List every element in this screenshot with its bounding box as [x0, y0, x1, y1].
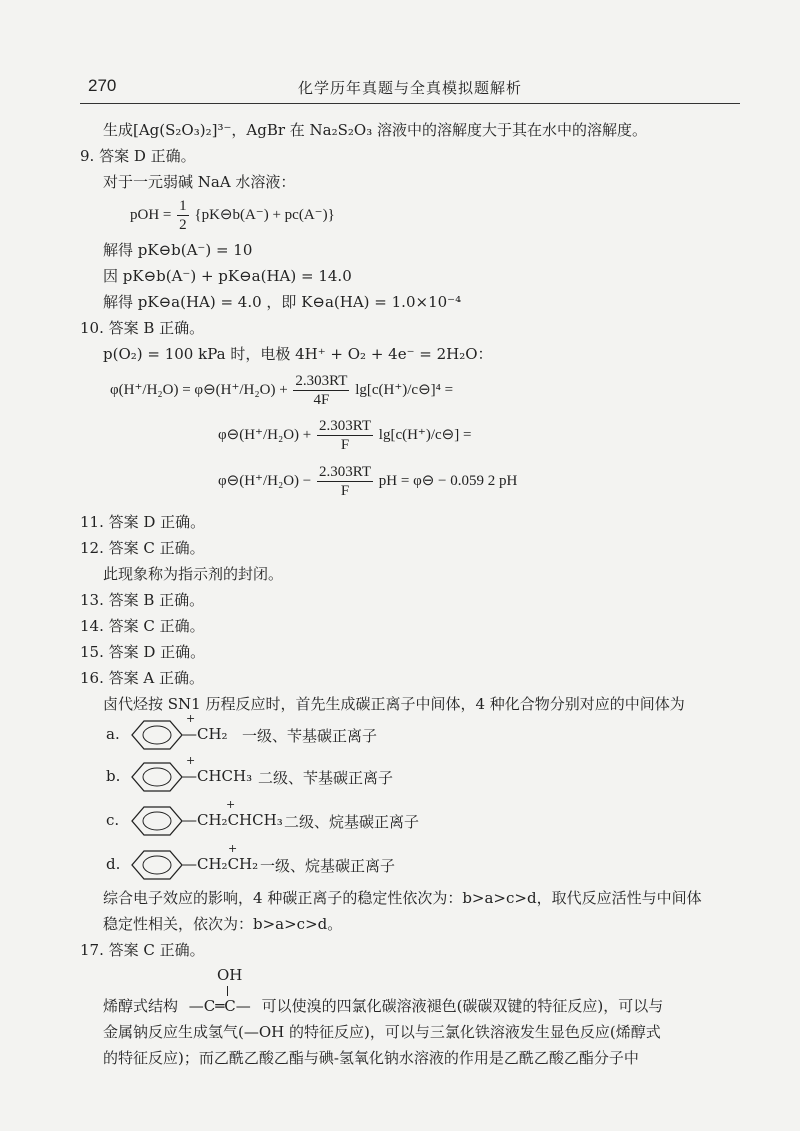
benzene-ring-icon: [130, 757, 190, 797]
text-line: 因 pK⊖b(A⁻) + pK⊖a(HA) = 14.0: [103, 267, 352, 285]
eq-text: lg[c(H⁺)/c⊖]⁴ =: [355, 381, 454, 398]
carbocation-d: [106, 842, 706, 880]
hydroxyl-label: OH: [217, 966, 243, 984]
eq-text: lg[c(H⁺)/c⊖] =: [378, 426, 472, 443]
text-line: 解得 pK⊖b(A⁻) = 10: [103, 241, 253, 259]
eq-text: pOH =: [130, 206, 176, 223]
eq-text: φ⊖(H⁺/H₂O) −: [218, 472, 312, 489]
enol-prefix: 烯醇式结构: [103, 997, 179, 1015]
fraction-numerator: 2.303RT: [295, 373, 348, 389]
eq-text: {pK⊖b(A⁻) + pc(A⁻)}: [194, 206, 335, 223]
bond-line: [227, 986, 228, 996]
enol-suffix: 可以使溴的四氯化碳溶液褪色(碳碳双键的特征反应)，可以与: [261, 997, 664, 1015]
benzene-ring-icon: [130, 845, 190, 885]
equation-nernst-2: [218, 417, 471, 454]
header-rule: [80, 103, 740, 104]
text-line: 金属钠反应生成氢气(—OH 的特征反应)，可以与三氯化铁溶液发生显色反应(烯醇式: [103, 1023, 661, 1041]
answer-14: 14. 答案 C 正确。: [80, 617, 205, 635]
fraction: [177, 197, 189, 234]
answer-15: 15. 答案 D 正确。: [80, 643, 206, 661]
fraction-denominator: F: [340, 437, 350, 453]
text-line: p(O₂) = 100 kPa 时，电极 4H⁺ + O₂ + 4e⁻ = 2H₂O：: [103, 345, 493, 363]
text-line: 解得 pK⊖a(HA) = 4.0 ，即 K⊖a(HA) = 1.0×10⁻⁴: [103, 293, 462, 311]
equation-poh: [130, 197, 335, 234]
eq-text: φ(H⁺/H₂O) = φ⊖(H⁺/H₂O) +: [110, 381, 288, 398]
answer-13: 13. 答案 B 正确。: [80, 591, 205, 609]
carbocation-b: [106, 754, 706, 792]
formula: —CH₂CH₂: [182, 855, 259, 873]
eq-text: pH = φ⊖ − 0.059 2 pH: [378, 472, 518, 489]
fraction-numerator: 1: [179, 198, 187, 214]
eq-text: φ⊖(H⁺/H₂O) +: [218, 426, 312, 443]
text-line: 稳定性相关，依次为：b>a>c>d。: [103, 915, 343, 933]
text-line: 对于一元弱碱 NaA 水溶液：: [103, 173, 296, 191]
answer-10: 10. 答案 B 正确。: [80, 319, 205, 337]
positive-charge-icon: +: [228, 842, 238, 855]
positive-charge-icon: +: [226, 798, 236, 811]
fraction-numerator: 2.303RT: [319, 464, 372, 480]
answer-16: 16. 答案 A 正确。: [80, 669, 204, 687]
fraction: [317, 417, 373, 454]
positive-charge-icon: +: [186, 754, 196, 767]
answer-17: 17. 答案 C 正确。: [80, 941, 205, 959]
benzene-ring-icon: [130, 801, 190, 841]
formula: —CH₂CHCH₃: [182, 811, 283, 829]
page-header: [80, 72, 740, 102]
equation-nernst-3: [218, 463, 517, 500]
item-label: d.: [106, 855, 121, 873]
text-line: [103, 996, 663, 1016]
item-label: a.: [106, 725, 120, 743]
running-title: 化学历年真题与全真模拟题解析: [297, 79, 522, 97]
fraction-denominator: F: [340, 483, 350, 499]
text-line: 生成[Ag(S₂O₃)₂]³⁻，AgBr 在 Na₂S₂O₃ 溶液中的溶解度大于其在水中的溶解度。: [103, 121, 648, 139]
benzene-ring-icon: [130, 715, 190, 755]
fraction: [293, 372, 349, 409]
answer-11: 11. 答案 D 正确。: [80, 513, 206, 531]
description: 一级、苄基碳正离子: [242, 727, 378, 745]
positive-charge-icon: +: [186, 712, 196, 725]
formula: —CHCH₃: [182, 767, 253, 785]
carbocation-a: [106, 712, 706, 750]
description: 一级、烷基碳正离子: [260, 857, 396, 875]
equation-nernst-1: [110, 372, 453, 409]
description: 二级、苄基碳正离子: [258, 769, 394, 787]
fraction-numerator: 2.303RT: [319, 418, 372, 434]
page-number: 270: [88, 76, 117, 95]
fraction: [317, 463, 373, 500]
fraction-denominator: 2: [179, 217, 187, 233]
answer-9: 9. 答案 D 正确。: [80, 147, 196, 165]
text-line: 卤代烃按 SN1 历程反应时，首先生成碳正离子中间体，4 种化合物分别对应的中间体为: [103, 695, 685, 713]
enol-structure: —C═C—: [188, 997, 251, 1015]
item-label: b.: [106, 767, 121, 785]
fraction-denominator: 4F: [313, 392, 330, 408]
text-line: 的特征反应)；而乙酰乙酸乙酯与碘-氢氧化钠水溶液的作用是乙酰乙酸乙酯分子中: [103, 1049, 639, 1067]
answer-12: 12. 答案 C 正确。: [80, 539, 205, 557]
text-line: 此现象称为指示剂的封闭。: [103, 565, 284, 583]
description: 二级、烷基碳正离子: [284, 813, 420, 831]
formula: —CH₂: [182, 725, 228, 743]
text-line: 综合电子效应的影响，4 种碳正离子的稳定性依次为：b>a>c>d，取代反应活性与中间体: [103, 889, 702, 907]
item-label: c.: [106, 811, 120, 829]
carbocation-c: [106, 798, 706, 836]
